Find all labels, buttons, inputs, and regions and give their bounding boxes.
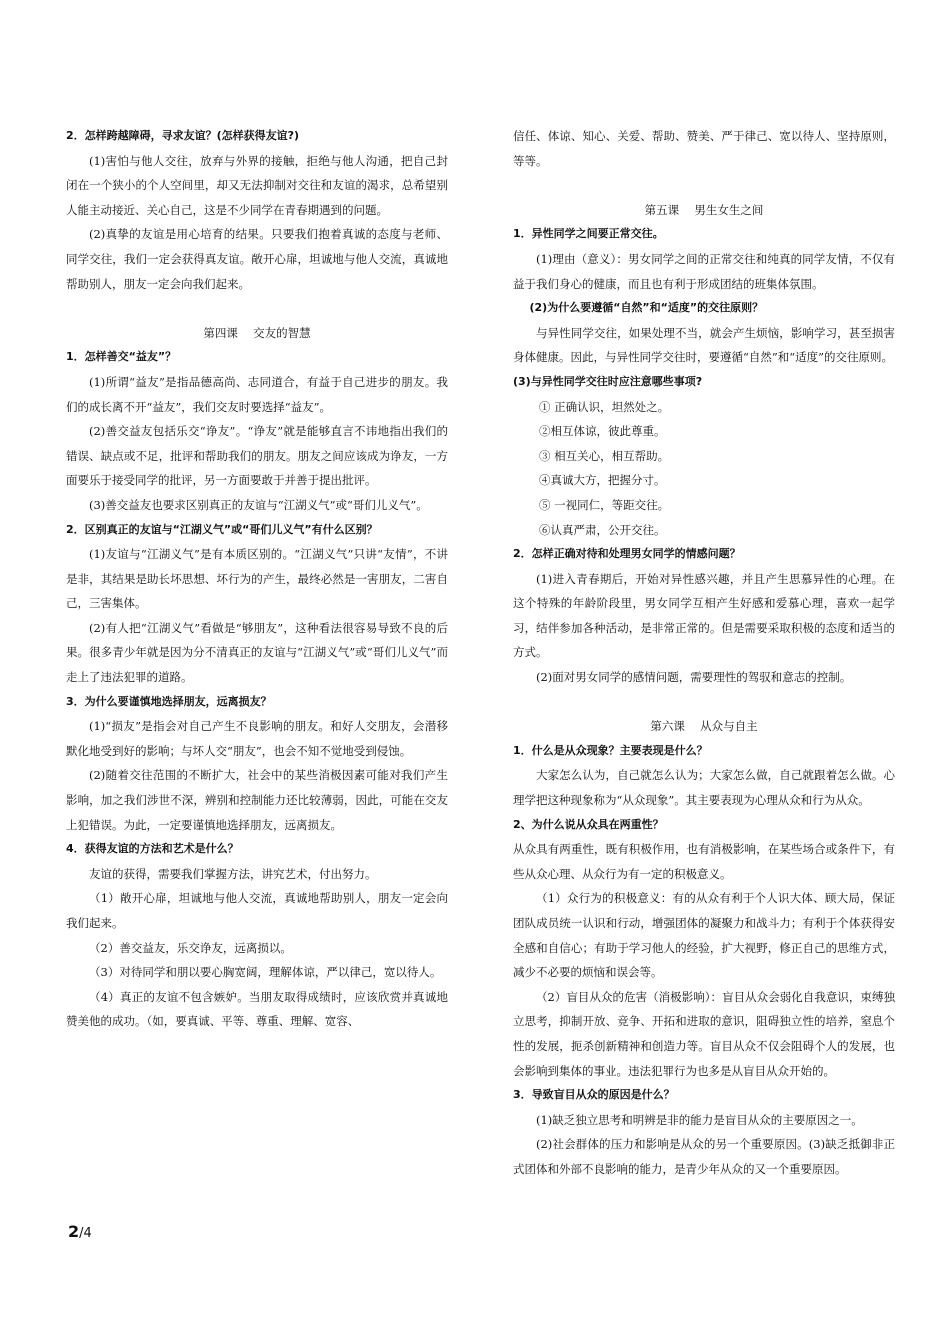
paragraph: (2)社会群体的压力和影响是从众的另一个重要原因。(3)缺乏抵御非正式团体和外部不良影响的能力，是青少年从众的又一个重要原因。 (513, 1137, 895, 1176)
left-column (66, 124, 448, 1034)
page-separator: / (79, 1226, 84, 1241)
list-item: ②相互体谅，彼此尊重。 (539, 424, 666, 439)
paragraph: 与异性同学交往，如果处理不当，就会产生烦恼，影响学习，甚至损害身体健康。因此，与异性同学交往时，要遵循“自然”和“适度”的交往原则。 (513, 325, 895, 365)
paragraph: (1)友谊与“江湖义气”是有本质区别的。“江湖义气”只讲“友情”，不讲是非，其结果是助长坏思想、坏行为的产生，最终必然是一害朋友，二害自己，三害集体。 (66, 547, 448, 611)
lesson-title: 第五课 男生女生之间 (644, 202, 764, 217)
spacer (513, 690, 895, 715)
question-heading: 1．异性同学之间要正常交往。 (513, 227, 664, 241)
paragraph: (1)缺乏独立思考和明辨是非的能力是盲目从众的主要原因之一。 (536, 1112, 863, 1127)
list-item: ③ 相互关心，相互帮助。 (539, 448, 670, 463)
paragraph: （1）敞开心扉，坦诚地与他人交流，真诚地帮助别人，朋友一定会向我们起来。 (66, 891, 448, 930)
paragraph: (1)害怕与他人交往，放弃与外界的接触，拒绝与他人沟通，把自己封闭在一个狭小的个人空间里，却又无法抑制对交往和友谊的渴求，总希望别人能主动接近、关心自己，这是不少同学在青春期遇到的问题。 (66, 153, 448, 217)
paragraph: 友谊的获得，需要我们掌握方法，讲究艺术，付出努力。 (89, 866, 377, 881)
paragraph: 信任、体谅、知心、关爱、帮助、赞美、严于律己、宽以待人、坚持原则，等等。 (513, 129, 895, 168)
paragraph: (1)进入青春期后，开始对异性感兴趣，并且产生思慕异性的心理。在这个特殊的年龄阶段里，男女同学互相产生好感和爱慕心理，喜欢一起学习，结伴参加各种活动，是非常正常的。但是需要采取积极的态度和适当的方式。 (513, 571, 895, 660)
paragraph: （2）盲目从众的危害（消极影响）：盲目从众会弱化自我意识，束缚独立思考，抑制开放、竞争、开拓和进取的意识，阻碍独立性的培养，窒息个性的发展，扼杀创新精神和创造力等。盲目从众不仅会阻碍个人的发展，也会影响到集体的事业。违法犯罪行为也多是从盲目从众开始的。 (513, 989, 895, 1078)
question-heading: 1．什么是从众现象？主要表现是什么？ (513, 743, 708, 757)
question-heading: 2．区别真正的友谊与“江湖义气”或“哥们儿义气”有什么区别？ (66, 522, 378, 536)
question-heading: 4．获得友谊的方法和艺术是什么？ (66, 842, 239, 856)
question-heading: 3．为什么要谨慎地选择朋友，远离损友？ (66, 694, 272, 708)
paragraph: (2)有人把“江湖义气”看做是“够朋友”，这种看法很容易导致不良的后果。很多青少年就是因为分不清真正的友谊与“江湖义气”或“哥们儿义气”而走上了违法犯罪的道路。 (66, 620, 448, 685)
paragraph: 从众具有两重性，既有积极作用，也有消极影响，在某些场合或条件下，有些从众心理、从众行为有一定的积极意义。 (513, 842, 895, 881)
question-heading: (3)与异性同学交往时应注意哪些事项? (513, 374, 703, 388)
question-heading: 2．怎样跨越障碍，寻求友谊？(怎样获得友谊?) (66, 129, 300, 142)
sub-heading: (2)为什么要遵循“自然”和“适度”的交往原则？ (529, 301, 764, 315)
paragraph: (1)“损友”是指会对自己产生不良影响的朋友。和好人交朋友，会潜移默化地受到好的影响；与坏人交“朋友”，也会不知不觉地受到侵蚀。 (66, 719, 448, 758)
paragraph: 大家怎么认为，自己就怎么认为；大家怎么做，自己就跟着怎么做。心理学把这种现象称为“从众现象”。其主要表现为心理从众和行为从众。 (513, 768, 895, 808)
list-item: ④真诚大方，把握分寸。 (539, 473, 666, 488)
paragraph: （2）善交益友，乐交诤友，远离损以。 (89, 940, 292, 955)
page-current: 2 (68, 1222, 80, 1241)
paragraph: (2)真挚的友谊是用心培育的结果。只要我们抱着真诚的态度与老师、同学交往，我们一定会获得真友谊。敞开心扉，坦诚地与他人交流，真诚地帮助别人，朋友一定会向我们起来。 (66, 227, 448, 291)
question-heading: 3．导致盲目从众的原因是什么？ (513, 1088, 675, 1102)
spacer (513, 173, 895, 198)
paragraph: (3)善交益友也要求区别真正的友谊与“江湖义气”或“哥们儿义气”。 (89, 497, 428, 512)
paragraph: (1)理由（意义）：男女同学之间的正常交往和纯真的同学友情，不仅有益于我们身心的健康，而且也有利于形成团结的班集体氛围。 (513, 251, 895, 291)
paragraph: （1）众行为的积极意义：有的从众有利于个人识大体、顾大局，保证团队成员统一认识和行动，增强团体的凝聚力和战斗力；有利于个体获得安全感和自信心；有助于学习他人的经验，扩大视野，修正自己的思维方式，减少不必要的烦恼和误会等。 (513, 891, 895, 980)
spacer (66, 296, 448, 321)
paragraph: (2)面对男女同学的感情问题，需要理性的驾驭和意志的控制。 (536, 670, 852, 685)
paragraph: (2)随着交往范围的不断扩大，社会中的某些消极因素可能对我们产生影响，加之我们涉世不深，辨别和控制能力还比较薄弱，因此，可能在交友上犯错误。为此，一定要谨慎地选择朋友，远离损友。 (66, 768, 448, 832)
list-item: ⑤ 一视同仁，等距交往。 (539, 497, 670, 512)
page-number (68, 1222, 92, 1241)
question-heading: 2、为什么说从众具在两重性？ (513, 817, 664, 831)
list-item: ⑥认真严肃，公开交往。 (539, 522, 666, 537)
question-heading: 2．怎样正确对待和处理男女同学的情感问题？ (513, 547, 741, 561)
list-item: ① 正确认识，坦然处之。 (539, 399, 670, 414)
paragraph: (2)善交益友包括乐交“诤友”。“诤友”就是能够直言不讳地指出我们的错误、缺点或不足，批评和帮助我们的朋友。朋友之间应该成为诤友，一方面要乐于接受同学的批评，另一方面要敢于并善于提出批评。 (66, 424, 448, 488)
paragraph: （4）真正的友谊不包含嫉妒。当朋友取得成绩时，应该欣赏并真诚地赞美他的成功。（如，要真诚、平等、尊重、理解、宽容、 (66, 989, 448, 1029)
question-heading: 1．怎样善交“益友”？ (66, 350, 177, 364)
lesson-title: 第四课 交友的智慧 (203, 325, 311, 340)
paragraph: （3）对待同学和朋以要心胸宽阔，理解体谅，严以律己，宽以待人。 (89, 965, 442, 980)
paragraph: (1)所谓“益友”是指品德高尚、志同道合，有益于自己进步的朋友。我们的成长离不开“益友”，我们交友时要选择“益友”。 (66, 374, 448, 414)
page-total: 4 (83, 1226, 92, 1241)
item-list (513, 395, 895, 543)
right-column (513, 124, 895, 1182)
lesson-title: 第六课 从众与自主 (650, 719, 758, 734)
